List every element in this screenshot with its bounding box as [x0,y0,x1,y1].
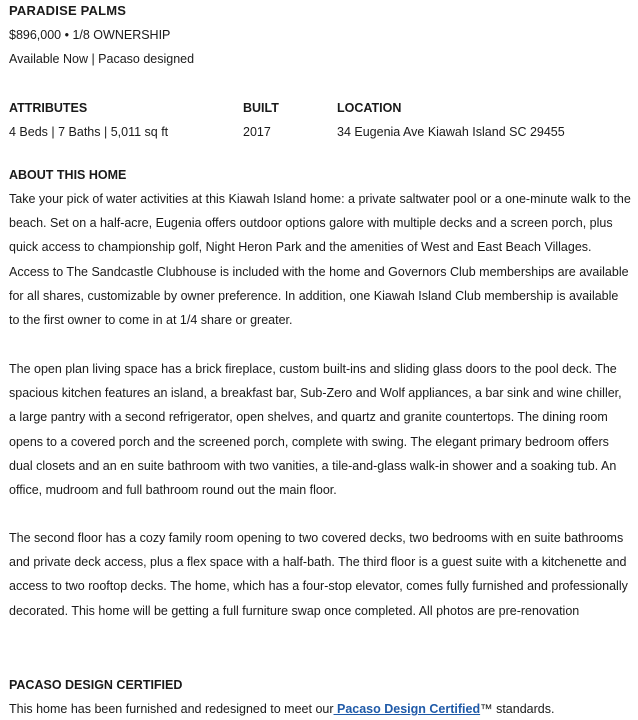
pacaso-design-certified-link[interactable]: Pacaso Design Certified [333,702,481,716]
attributes-heading: ATTRIBUTES [9,101,88,115]
price-line: $896,000 • 1/8 OWNERSHIP [9,28,171,42]
certified-text-after: ™ standards. [480,702,555,716]
about-heading: ABOUT THIS HOME [9,168,127,182]
certified-heading: PACASO DESIGN CERTIFIED [9,678,183,692]
about-paragraph-3: The second floor has a cozy family room opening to two covered decks, two bedrooms with en suite bathrooms and private deck access, plus a flex space with a half-bath. The third floor is a guest suite with a kitchenette and access to two rooftop decks. The home, which has a four-stop elevator, comes fully furnished and professionally decorated. This home will be getting a full furniture swap once completed. All photos are pre-renovation [9,531,628,618]
listing-title: PARADISE PALMS [9,3,127,18]
built-value: 2017 [243,125,271,139]
location-heading: LOCATION [337,101,402,115]
attributes-value: 4 Beds | 7 Baths | 5,011 sq ft [9,125,169,139]
about-paragraph-2: The open plan living space has a brick fireplace, custom built-ins and sliding glass doors to the pool deck. The spacious kitchen features an island, a breakfast bar, Sub-Zero and Wolf appliances, a bar sink and wine chiller, a large pantry with a second refrigerator, open shelves, and quartz and granite countertops. The dining room opens to a covered porch and the screened porch, complete with swing. The elegant primary bedroom offers dual closets and an en suite bathroom with two vanities, a tile-and-glass walk-in shower and a soaking tub. An office, mudroom and full bathroom round out the main floor. [9,362,622,498]
location-value: 34 Eugenia Ave Kiawah Island SC 29455 [337,125,565,139]
built-heading: BUILT [243,101,279,115]
about-paragraph-1: Take your pick of water activities at this Kiawah Island home: a private saltwater pool or a one-minute walk to the beach. Set on a half-acre, Eugenia offers outdoor options galore with multiple decks and a screen porch, plus quick access to championship golf, Night Heron Park and the amenities of West and East Beach Villages. Access to The Sandcastle Clubhouse is included with the home and Governors Club memberships are available for all shares, customizable by owner preference. In addition, one Kiawah Island Club membership is available to the first owner to come in at 1/4 share or greater. [9,192,631,328]
certified-text-before: This home has been furnished and redesigned to meet our [9,702,334,716]
certified-text [9,702,554,716]
availability-line: Available Now | Pacaso designed [9,52,195,66]
